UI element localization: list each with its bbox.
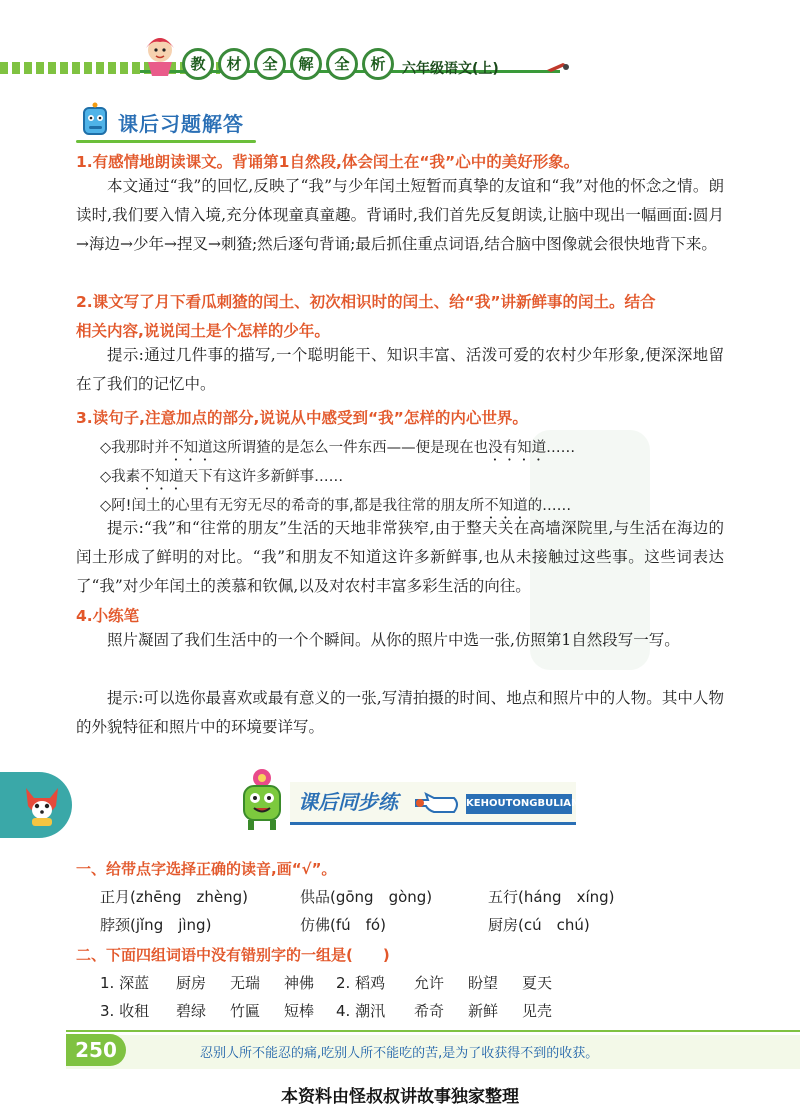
word-item: 无瑞 [230, 974, 261, 992]
example-text: 天下有这许多新鲜事…… [183, 469, 344, 485]
word-item: 1. 深蓝 [100, 974, 150, 992]
robot-mascot-icon [76, 102, 116, 140]
example-text: …… [546, 440, 576, 456]
question-1-title: 1.有感情地朗读课文。背诵第1自然段,体会闰土在“我”心中的美好形象。 [76, 153, 580, 171]
example-sentence [100, 436, 575, 464]
dotted-text: 不知道 [140, 469, 184, 485]
header-subtitle: 六年级语文(上) [402, 61, 499, 77]
example-text: ◇我素 [100, 469, 141, 485]
header-title [182, 48, 394, 80]
question-2-title-line2: 相关内容,说说闰土是个怎样的少年。 [76, 322, 330, 340]
example-text: ◇我那时并 [100, 440, 170, 456]
pinyin-choice[interactable]: 脖颈(jǐng jìng) [100, 916, 212, 934]
question-2-title-line1: 2.课文写了月下看瓜刺猹的闰土、初次相识时的闰土、给“我”讲新鲜事的闰土。结合 [76, 293, 656, 311]
exercise-1-title: 一、给带点字选择正确的读音,画“√”。 [76, 860, 337, 878]
pinyin-choice[interactable]: 五行(háng xíng) [488, 888, 615, 906]
pinyin-row [100, 886, 720, 910]
pencil-icon [545, 60, 569, 74]
question-4-answer: 提示:可以选你最喜欢或最有意义的一张,写清拍摄的时间、地点和照片中的人物。其中人物的外貌特征和照片中的环境要详写。 [76, 689, 724, 736]
question-4-task: 照片凝固了我们生活中的一个个瞬间。从你的照片中选一张,仿照第1自然段写一写。 [107, 631, 680, 649]
word-item: 新鲜 [468, 1002, 499, 1020]
word-item: 厨房 [176, 974, 207, 992]
question-3-answer: 提示:“我”和“往常的朋友”生活的天地非常狭窄,由于整天关在高墙深院里,与生活在海边的闰土形成了鲜明的对比。“我”和朋友不知道这许多新鲜事,也从未接触过这些事。这些词表达了“我”对少年闰土的羡慕和钦佩,以及对农村丰富多彩生活的向往。 [76, 519, 724, 595]
section-title-exercise-answers: 课后习题解答 [118, 112, 244, 136]
girl-mascot-icon [138, 32, 182, 76]
question-4-title: 4.小练笔 [76, 607, 140, 625]
word-item: 4. 潮汛 [336, 1002, 386, 1020]
pinyin-choice[interactable]: 正月(zhēng zhèng) [100, 888, 248, 906]
word-group-row [100, 972, 720, 996]
word-item: 碧绿 [176, 1002, 207, 1020]
word-item: 2. 稻鸡 [336, 974, 386, 992]
word-item: 3. 收租 [100, 1002, 150, 1020]
word-item: 允许 [414, 974, 445, 992]
word-item: 短棒 [284, 1002, 315, 1020]
header-title-char: 全 [254, 48, 286, 80]
dotted-text: 不知道 [169, 440, 213, 456]
compiler-credit: 本资料由怪叔叔讲故事独家整理 [281, 1087, 519, 1107]
fox-mascot-icon [20, 780, 64, 828]
question-3-title: 3.读句子,注意加点的部分,说说从中感受到“我”怎样的内心世界。 [76, 409, 528, 427]
example-text: 这所谓猹的是怎么一件东西——便是现在也 [212, 440, 489, 456]
pinyin-choice[interactable]: 仿佛(fú fó) [300, 916, 386, 934]
example-text: ◇阿!闰土的心里有无穷无尽的希奇的事,都是我往常的朋友所 [100, 498, 485, 514]
word-item: 希奇 [414, 1002, 445, 1020]
sync-practice-pinyin-label: KEHOUTONGBULIAN [466, 794, 572, 814]
section-title-sync-practice: 课后同步练 [298, 790, 398, 814]
exercise-2-title: 二、下面四组词语中没有错别字的一组是( ) [76, 946, 390, 964]
pinyin-row [100, 914, 720, 938]
word-group-row [100, 1000, 720, 1024]
header-title-char: 教 [182, 48, 214, 80]
word-item: 竹匾 [230, 1002, 261, 1020]
example-sentence [100, 465, 343, 493]
dotted-text: 没有知道 [488, 440, 547, 456]
question-2-answer: 提示:通过几件事的描写,一个聪明能干、知识丰富、活泼可爱的农村少年形象,便深深地留在了我们的记忆中。 [76, 346, 724, 393]
word-item: 夏天 [522, 974, 553, 992]
word-item: 盼望 [468, 974, 499, 992]
header-title-char: 材 [218, 48, 250, 80]
example-text: 的…… [527, 498, 572, 514]
word-item: 神佛 [284, 974, 315, 992]
footer-rule [66, 1030, 800, 1032]
green-monster-mascot-icon [232, 766, 292, 832]
page-number: 250 [66, 1034, 126, 1066]
header-title-char: 全 [326, 48, 358, 80]
dotted-text: 不知道 [484, 498, 528, 514]
pointing-hand-icon [414, 788, 462, 818]
question-1-answer: 本文通过“我”的回忆,反映了“我”与少年闰土短暂而真挚的友谊和“我”对他的怀念之情。朗读时,我们要入情入境,充分体现童真童趣。背诵时,我们首先反复朗读,让脑中现出一幅画面:圆月→海边→少年→捏叉→刺猹;然后逐句背诵;最后抓住重点词语,结合脑中图像就会很快地背下来。 [76, 177, 724, 253]
section-title-underline [76, 140, 256, 143]
pinyin-choice[interactable]: 供品(gōng gòng) [300, 888, 433, 906]
footer-motto: 忍别人所不能忍的痛,吃别人所不能吃的苦,是为了收获得不到的收获。 [200, 1046, 599, 1061]
header-title-char: 析 [362, 48, 394, 80]
word-item: 见壳 [522, 1002, 553, 1020]
header-title-char: 解 [290, 48, 322, 80]
pinyin-choice[interactable]: 厨房(cú chú) [488, 916, 590, 934]
